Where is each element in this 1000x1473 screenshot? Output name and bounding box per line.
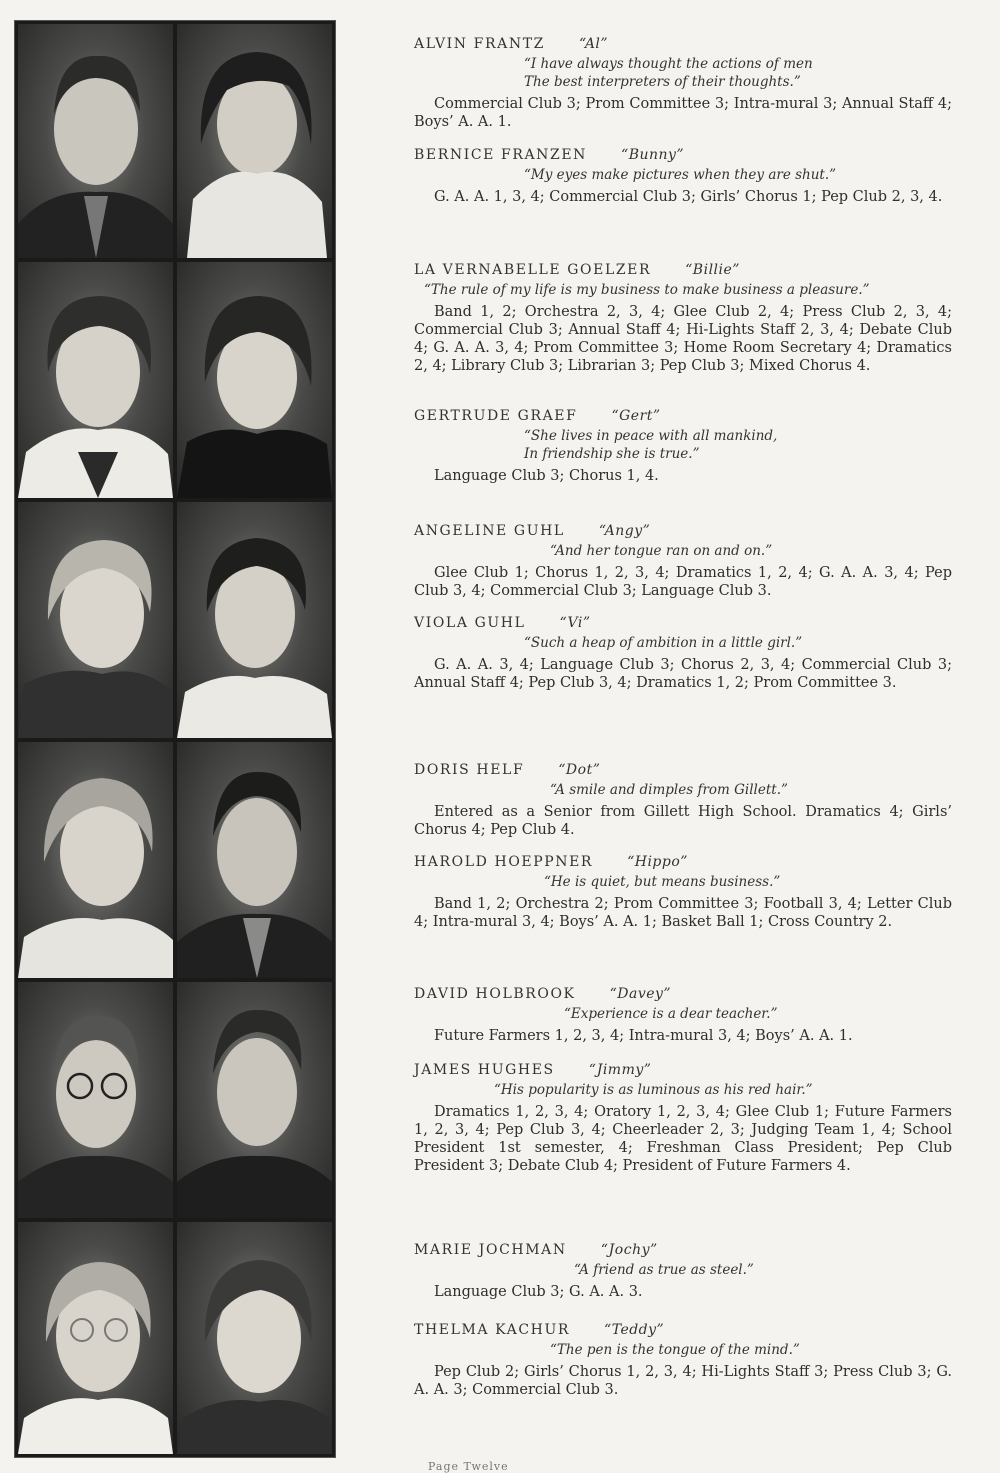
student-quote: “I have always thought the actions of men The best interpreters of their thoughts.” — [524, 56, 813, 90]
portrait-doris-helf — [18, 742, 173, 978]
portrait-thelma-kachur — [177, 1222, 332, 1454]
student-name: BERNICE FRANZEN — [414, 147, 588, 163]
student-quote: “His popularity is as luminous as his red hair.” — [494, 1082, 813, 1098]
entry-james-hughes — [414, 1062, 952, 1175]
student-name: HAROLD HOEPPNER — [414, 854, 594, 870]
student-name: MARIE JOCHMAN — [414, 1242, 567, 1258]
student-nickname: “Davey” — [609, 986, 672, 1002]
entry-gertrude-graef — [414, 408, 952, 485]
entry-marie-jochman — [414, 1242, 952, 1301]
student-name: ALVIN FRANTZ — [414, 36, 545, 52]
student-nickname: “Gert” — [611, 408, 661, 424]
portrait-viola-guhl — [177, 502, 332, 738]
student-activities: Entered as a Senior from Gillett High School. Dramatics 4; Girls’ Chorus 4; Pep Club 4. — [414, 804, 952, 838]
student-quote: “Experience is a dear teacher.” — [564, 1006, 778, 1022]
student-nickname: “Jochy” — [600, 1242, 658, 1258]
student-name: ANGELINE GUHL — [414, 523, 565, 539]
portrait-gertrude-graef — [177, 262, 332, 498]
student-activities: Commercial Club 3; Prom Committee 3; Intra-mural 3; Annual Staff 4; Boys’ A. A. 1. — [414, 96, 952, 130]
student-quote: “And her tongue ran on and on.” — [550, 543, 773, 559]
student-name: LA VERNABELLE GOELZER — [414, 262, 652, 278]
entry-doris-helf — [414, 762, 952, 839]
entry-david-holbrook — [414, 986, 952, 1045]
student-quote: “My eyes make pictures when they are shut.” — [524, 167, 837, 183]
student-nickname: “Billie” — [685, 262, 740, 278]
student-activities: Future Farmers 1, 2, 3, 4; Intra-mural 3, 4; Boys’ A. A. 1. — [434, 1028, 853, 1044]
student-quote: “A smile and dimples from Gillett.” — [550, 782, 788, 798]
student-quote: “He is quiet, but means business.” — [544, 874, 781, 890]
student-nickname: “Al” — [578, 36, 609, 52]
student-activities: Language Club 3; Chorus 1, 4. — [434, 468, 659, 484]
student-activities: Dramatics 1, 2, 3, 4; Oratory 1, 2, 3, 4; Glee Club 1; Future Farmers 1, 2, 3, 4; Pep Club 3, 4; Cheerleader 2, 3; Judging Team 1, 4; School President 1st semester, 4; Freshman Class President; Pep Club President 3; Debate Club 4; President of Future Farmers 4. — [414, 1104, 952, 1174]
student-activities: G. A. A. 3, 4; Language Club 3; Chorus 2, 3, 4; Commercial Club 3; Annual Staff 4; Pep Club 3, 4; Dramatics 1, 2; Prom Committee 3. — [414, 657, 952, 691]
student-quote: “A friend as true as steel.” — [574, 1262, 754, 1278]
student-quote: “The rule of my life is my business to make business a pleasure.” — [424, 282, 870, 298]
student-name: GERTRUDE GRAEF — [414, 408, 578, 424]
student-name: THELMA KACHUR — [414, 1322, 571, 1338]
entry-thelma-kachur — [414, 1322, 952, 1399]
entry-viola-guhl — [414, 615, 952, 692]
student-nickname: “Teddy” — [604, 1322, 665, 1338]
portrait-la-vernabelle-goelzer — [18, 262, 173, 498]
portrait-bernice-franzen — [177, 24, 332, 258]
portrait-angeline-guhl — [18, 502, 173, 738]
student-nickname: “Hippo” — [627, 854, 688, 870]
student-name: DAVID HOLBROOK — [414, 986, 576, 1002]
student-nickname: “Bunny” — [621, 147, 685, 163]
entry-alvin-frantz — [414, 36, 952, 131]
student-name: VIOLA GUHL — [414, 615, 526, 631]
student-nickname: “Dot” — [558, 762, 601, 778]
student-activities: Language Club 3; G. A. A. 3. — [434, 1284, 643, 1300]
entry-angeline-guhl — [414, 523, 952, 600]
student-quote: “Such a heap of ambition in a little girl.” — [524, 635, 803, 651]
portrait-james-hughes — [177, 982, 332, 1218]
student-nickname: “Angy” — [598, 523, 651, 539]
page-footer: Page Twelve — [428, 1460, 509, 1473]
student-nickname: “Vi” — [559, 615, 591, 631]
student-quote: “The pen is the tongue of the mind.” — [550, 1342, 800, 1358]
portrait-marie-jochman — [18, 1222, 173, 1454]
student-activities: Pep Club 2; Girls’ Chorus 1, 2, 3, 4; Hi-Lights Staff 3; Press Club 3; G. A. A. 3; Commercial Club 3. — [414, 1364, 952, 1398]
student-name: JAMES HUGHES — [414, 1062, 555, 1078]
photo-column — [14, 20, 336, 1458]
student-nickname: “Jimmy” — [588, 1062, 652, 1078]
student-activities: Band 1, 2; Orchestra 2, 3, 4; Glee Club 2, 4; Press Club 2, 3, 4; Commercial Club 3; Annual Staff 4; Hi-Lights Staff 2, 3, 4; Debate Club 4; G. A. A. 3, 4; Prom Committee 3; Home Room Secretary 4; Dramatics 2, 4; Library Club 3; Librarian 3; Pep Club 3; Mixed Chorus 4. — [414, 304, 952, 374]
student-activities: Glee Club 1; Chorus 1, 2, 3, 4; Dramatics 1, 2, 4; G. A. A. 3, 4; Pep Club 3, 4; Commercial Club 3; Language Club 3. — [414, 565, 952, 599]
entry-bernice-franzen — [414, 147, 952, 206]
student-quote: “She lives in peace with all mankind, In friendship she is true.” — [524, 428, 778, 462]
student-activities: G. A. A. 1, 3, 4; Commercial Club 3; Girls’ Chorus 1; Pep Club 2, 3, 4. — [434, 189, 943, 205]
student-activities: Band 1, 2; Orchestra 2; Prom Committee 3; Football 3, 4; Letter Club 4; Intra-mural 3, 4; Boys’ A. A. 1; Basket Ball 1; Cross Country 2. — [414, 896, 952, 930]
portrait-alvin-frantz — [18, 24, 173, 258]
entry-harold-hoeppner — [414, 854, 952, 931]
entry-la-vernabelle-goelzer — [414, 262, 952, 375]
student-name: DORIS HELF — [414, 762, 525, 778]
portrait-david-holbrook — [18, 982, 173, 1218]
portrait-harold-hoeppner — [177, 742, 332, 978]
